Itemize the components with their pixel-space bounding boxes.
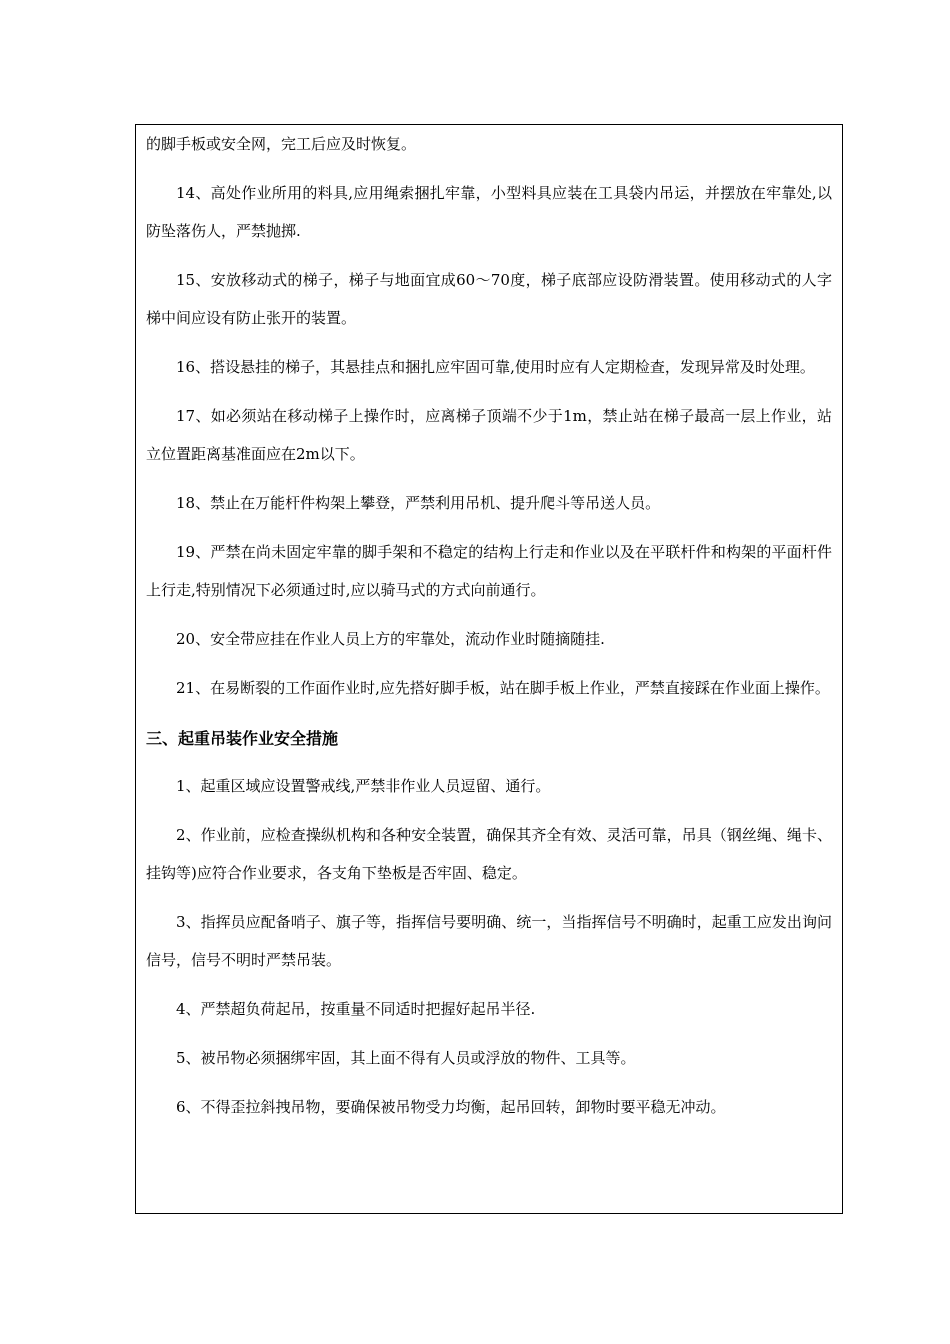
list-item: 19、严禁在尚未固定牢靠的脚手架和不稳定的结构上行走和作业以及在平联杆件和构架的平面杆件上行走,特别情况下必须通过时,应以骑马式的方式向前通行。 [146, 543, 832, 599]
document-frame [135, 124, 843, 1214]
list-item: 17、如必须站在移动梯子上操作时，应离梯子顶端不少于1m，禁止站在梯子最高一层上作业，站立位置距离基准面应在2m以下。 [146, 407, 832, 463]
list-item: 15、安放移动式的梯子，梯子与地面宜成60～70度，梯子底部应设防滑装置。使用移动式的人字梯中间应设有防止张开的装置。 [146, 271, 832, 327]
document-body [146, 125, 832, 1126]
list-item: 5、被吊物必须捆绑牢固，其上面不得有人员或浮放的物件、工具等。 [176, 1049, 636, 1067]
list-item: 18、禁止在万能杆件构架上攀登，严禁利用吊机、提升爬斗等吊送人员。 [176, 494, 661, 512]
list-item: 21、在易断裂的工作面作业时,应先搭好脚手板，站在脚手板上作业，严禁直接踩在作业面上操作。 [176, 679, 830, 697]
list-item: 16、搭设悬挂的梯子，其悬挂点和捆扎应牢固可靠,使用时应有人定期检查，发现异常及时处理。 [176, 358, 815, 376]
section-heading: 三、起重吊装作业安全措施 [146, 729, 339, 748]
list-item: 4、严禁超负荷起吊，按重量不同适时把握好起吊半径. [176, 1000, 536, 1018]
list-item: 1、起重区域应设置警戒线,严禁非作业人员逗留、通行。 [176, 777, 551, 795]
list-item: 6、不得歪拉斜拽吊物，要确保被吊物受力均衡，起吊回转，卸物时要平稳无冲动。 [176, 1098, 726, 1116]
continued-paragraph: 的脚手板或安全网，完工后应及时恢复。 [146, 135, 417, 153]
list-item: 14、高处作业所用的料具,应用绳索捆扎牢靠，小型料具应装在工具袋内吊运，并摆放在牢靠处,以防坠落伤人，严禁抛掷. [146, 184, 832, 240]
list-item: 20、安全带应挂在作业人员上方的牢靠处，流动作业时随摘随挂. [176, 630, 605, 648]
list-item: 3、指挥员应配备哨子、旗子等，指挥信号要明确、统一，当指挥信号不明确时，起重工应发出询问信号，信号不明时严禁吊装。 [146, 913, 832, 969]
list-item: 2、作业前，应检查操纵机构和各种安全装置，确保其齐全有效、灵活可靠，吊具（钢丝绳、绳卡、挂钩等)应符合作业要求，各支角下垫板是否牢固、稳定。 [146, 826, 832, 882]
